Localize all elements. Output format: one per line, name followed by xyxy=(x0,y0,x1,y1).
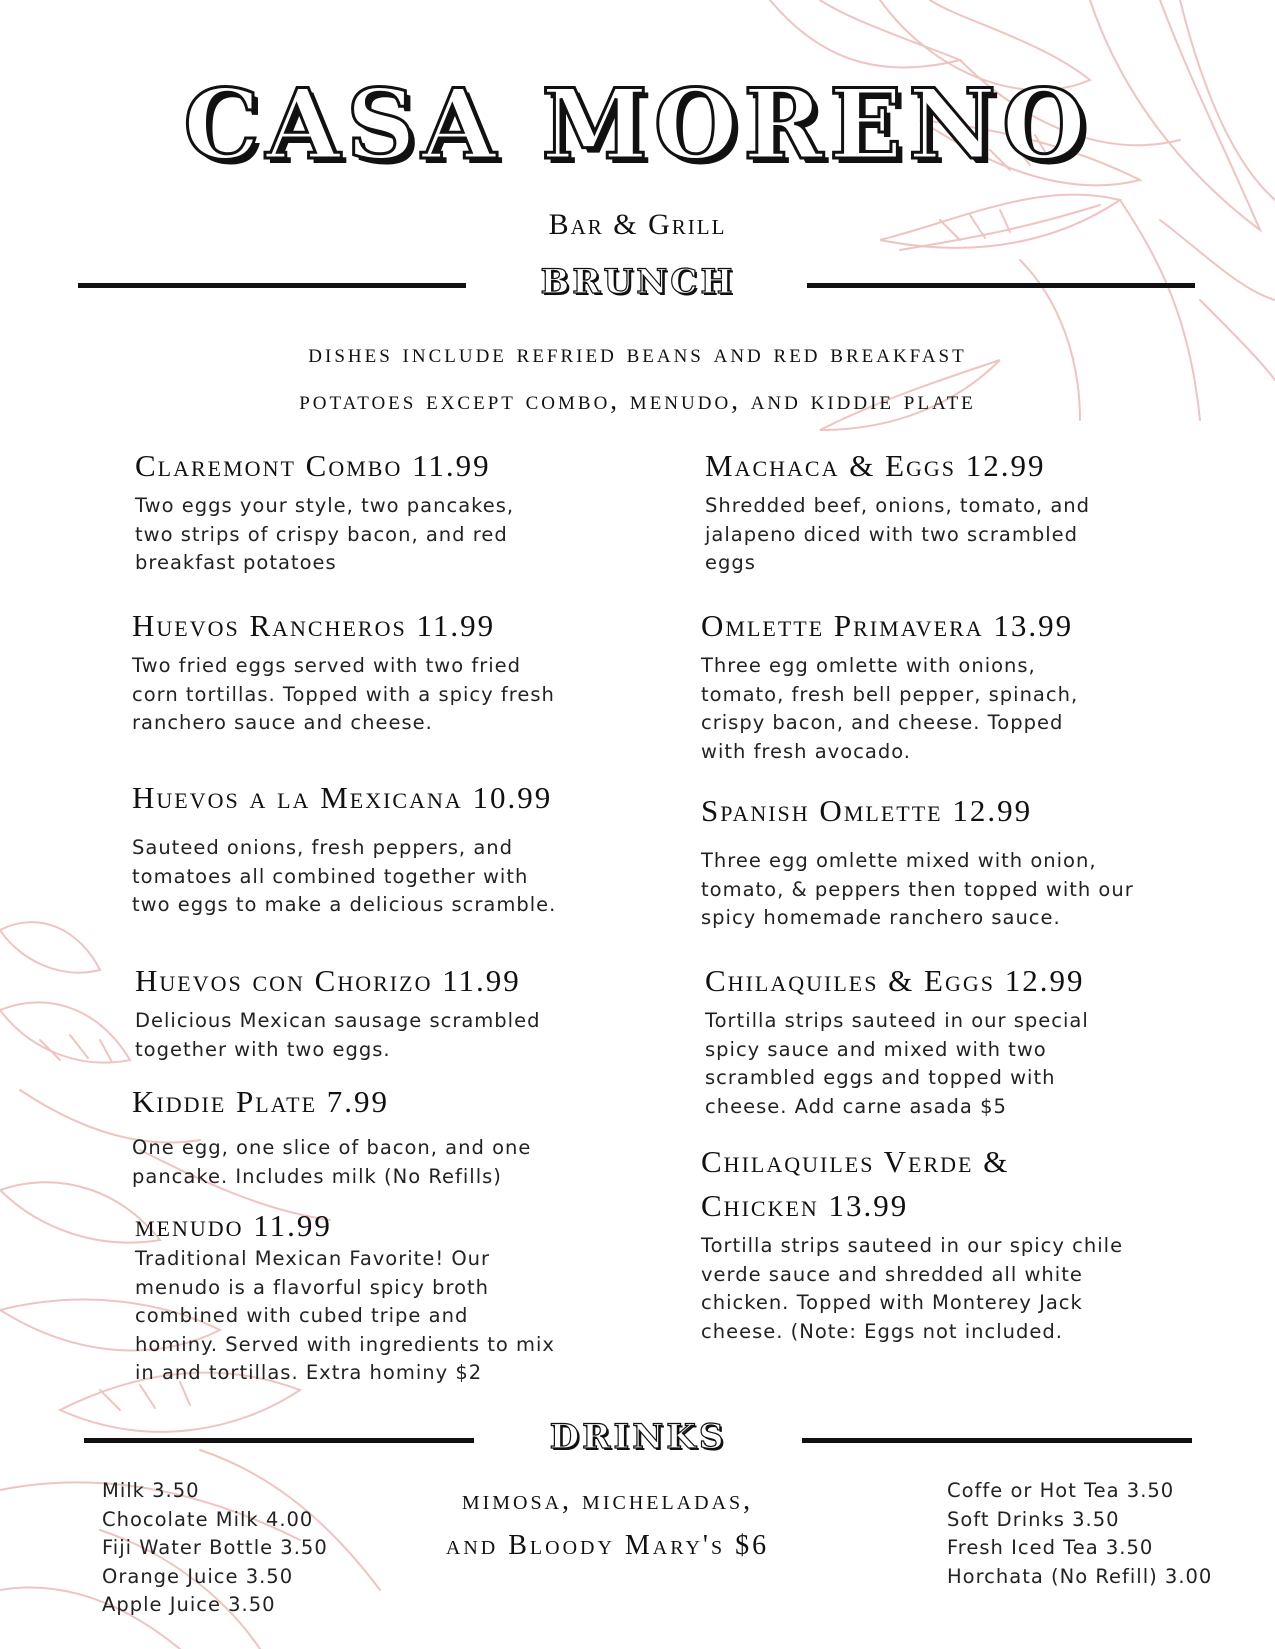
drinks-special xyxy=(400,1478,815,1568)
divider-line xyxy=(84,1438,474,1443)
menu-item xyxy=(701,789,1161,933)
item-name: Huevos con Chorizo 11.99 xyxy=(135,963,521,998)
item-name: Claremont Combo 11.99 xyxy=(135,448,491,483)
item-description: Delicious Mexican sausage scrambled together with two eggs. xyxy=(135,1009,541,1061)
item-description: Tortilla strips sauteed in our spicy chile verde sauce and shredded all white chicken. Topped with Monterey Jack cheese. (Note: Eggs not included. xyxy=(701,1234,1124,1343)
menu-item xyxy=(701,1140,1124,1346)
drink-item: Soft Drinks 3.50 xyxy=(947,1507,1120,1531)
menu-item xyxy=(132,604,592,738)
menu-item xyxy=(135,959,595,1064)
item-description: Tortilla strips sauteed in our special spicy sauce and mixed with two scrambled eggs and topped with cheese. Add carne asada $5 xyxy=(705,1009,1089,1118)
drink-item: Orange Juice 3.50 xyxy=(102,1564,294,1588)
item-description: Two fried eggs served with two fried corn tortillas. Topped with a spicy fresh ranchero sauce and cheese. xyxy=(132,654,555,734)
brunch-note-line: dishes include refried beans and red breakfast xyxy=(308,338,967,368)
drinks-list-left xyxy=(102,1477,328,1620)
item-name: Chilaquiles Verde & Chicken 13.99 xyxy=(701,1144,1010,1223)
item-description: Three egg omlette mixed with onion, tomato, & peppers then topped with our spicy homemade ranchero sauce. xyxy=(701,849,1134,929)
divider-line xyxy=(807,283,1195,288)
drinks-heading: DRINKS xyxy=(549,1417,727,1457)
item-name: menudo 11.99 xyxy=(135,1208,332,1243)
item-name: Huevos Rancheros 11.99 xyxy=(132,608,496,643)
item-description: Traditional Mexican Favorite! Our menudo is a flavorful spicy broth combined with cubed tripe and hominy. Served with ingredients to mix in and tortillas. Extra hominy $2 xyxy=(135,1247,555,1384)
item-description: Sauteed onions, fresh peppers, and tomatoes all combined together with two eggs to make a delicious scramble. xyxy=(132,836,557,916)
menu-item xyxy=(705,444,1165,578)
brunch-note xyxy=(0,330,1275,424)
restaurant-name: CASA MORENO xyxy=(183,68,1092,181)
menu-item xyxy=(135,1207,595,1388)
item-description: One egg, one slice of bacon, and one pancake. Includes milk (No Refills) xyxy=(132,1136,532,1188)
item-description: Two eggs your style, two pancakes, two strips of crispy bacon, and red breakfast potatoes xyxy=(135,494,515,574)
item-description: Three egg omlette with onions, tomato, fresh bell pepper, spinach, crispy bacon, and cheese. Topped with fresh avocado. xyxy=(701,654,1079,763)
drinks-special-line: and Bloody Mary's $6 xyxy=(445,1530,770,1561)
drinks-special-line: mimosa, micheladas, xyxy=(461,1485,754,1516)
drinks-list-right xyxy=(947,1477,1212,1591)
drink-item: Coffe or Hot Tea 3.50 xyxy=(947,1479,1175,1502)
divider-line xyxy=(78,283,466,288)
divider-line xyxy=(802,1438,1192,1443)
item-name: Kiddie Plate 7.99 xyxy=(132,1084,390,1119)
item-description: Shredded beef, onions, tomato, and jalapeno diced with two scrambled eggs xyxy=(705,494,1091,574)
drink-item: Milk 3.50 xyxy=(102,1479,200,1502)
item-name: Spanish Omlette 12.99 xyxy=(701,793,1033,828)
menu-item xyxy=(132,776,592,920)
drink-item: Fiji Water Bottle 3.50 xyxy=(102,1536,328,1559)
item-name: Machaca & Eggs 12.99 xyxy=(705,448,1046,483)
brunch-heading: BRUNCH xyxy=(540,262,736,302)
menu-item xyxy=(705,959,1165,1121)
drink-item: Chocolate Milk 4.00 xyxy=(102,1507,314,1531)
item-name: Omlette Primavera 13.99 xyxy=(701,608,1074,643)
drink-item: Fresh Iced Tea 3.50 xyxy=(947,1536,1154,1559)
menu-item xyxy=(701,604,1161,766)
brunch-note-line: potatoes except combo, menudo, and kiddie plate xyxy=(299,385,976,415)
drink-item: Apple Juice 3.50 xyxy=(102,1593,276,1616)
item-name: Chilaquiles & Eggs 12.99 xyxy=(705,963,1085,998)
item-name: Huevos a la Mexicana 10.99 xyxy=(132,780,553,815)
restaurant-subtitle: Bar & Grill xyxy=(548,208,727,241)
menu-item xyxy=(135,444,595,578)
menu-item xyxy=(132,1080,592,1191)
drink-item: Horchata (No Refill) 3.00 xyxy=(947,1564,1213,1588)
